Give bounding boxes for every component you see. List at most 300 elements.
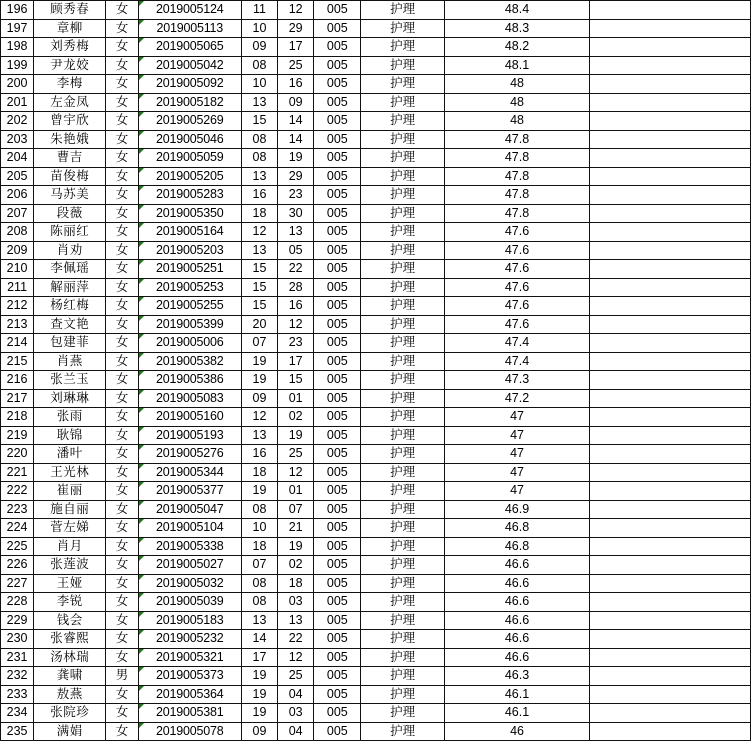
cell-id_number: 2019005321 — [138, 648, 241, 667]
table-row — [1, 130, 751, 149]
cell-a: 13 — [241, 426, 277, 445]
cell-a: 15 — [241, 260, 277, 279]
cell-c: 005 — [314, 667, 361, 686]
cell-sex: 女 — [106, 500, 138, 519]
cell-c: 005 — [314, 630, 361, 649]
cell-id_number: 2019005006 — [138, 334, 241, 353]
cell-id_number: 2019005047 — [138, 500, 241, 519]
cell-index: 212 — [1, 297, 34, 316]
cell-index: 231 — [1, 648, 34, 667]
cell-name: 段薇 — [34, 204, 106, 223]
cell-c: 005 — [314, 334, 361, 353]
cell-a: 09 — [241, 722, 277, 741]
cell-department: 护理 — [361, 19, 444, 38]
cell-blank — [590, 297, 751, 316]
cell-index: 225 — [1, 537, 34, 556]
cell-sex: 女 — [106, 593, 138, 612]
cell-score: 46.6 — [444, 574, 590, 593]
cell-b: 25 — [278, 667, 314, 686]
cell-score: 47.8 — [444, 204, 590, 223]
cell-index: 197 — [1, 19, 34, 38]
cell-department: 护理 — [361, 260, 444, 279]
cell-b: 07 — [278, 500, 314, 519]
table-row — [1, 519, 751, 538]
cell-c: 005 — [314, 722, 361, 741]
cell-c: 005 — [314, 704, 361, 723]
cell-department: 护理 — [361, 722, 444, 741]
cell-sex: 女 — [106, 482, 138, 501]
cell-id_number: 2019005078 — [138, 722, 241, 741]
cell-score: 47.6 — [444, 297, 590, 316]
cell-sex: 女 — [106, 352, 138, 371]
cell-b: 14 — [278, 112, 314, 131]
cell-name: 李梅 — [34, 75, 106, 94]
table-row — [1, 537, 751, 556]
cell-name: 菅左娣 — [34, 519, 106, 538]
cell-sex: 女 — [106, 204, 138, 223]
cell-blank — [590, 1, 751, 20]
cell-department: 护理 — [361, 149, 444, 168]
cell-sex: 女 — [106, 722, 138, 741]
cell-name: 曹吉 — [34, 149, 106, 168]
cell-name: 崔丽 — [34, 482, 106, 501]
cell-sex: 女 — [106, 260, 138, 279]
cell-a: 12 — [241, 223, 277, 242]
cell-id_number: 2019005182 — [138, 93, 241, 112]
cell-b: 02 — [278, 408, 314, 427]
table-row — [1, 38, 751, 57]
cell-sex: 女 — [106, 556, 138, 575]
table-row — [1, 593, 751, 612]
table-row — [1, 574, 751, 593]
cell-a: 19 — [241, 371, 277, 390]
cell-index: 207 — [1, 204, 34, 223]
cell-name: 陈丽红 — [34, 223, 106, 242]
cell-c: 005 — [314, 1, 361, 20]
cell-index: 235 — [1, 722, 34, 741]
cell-score: 47.6 — [444, 241, 590, 260]
table-row — [1, 278, 751, 297]
cell-blank — [590, 426, 751, 445]
cell-department: 护理 — [361, 223, 444, 242]
cell-department: 护理 — [361, 574, 444, 593]
cell-a: 18 — [241, 204, 277, 223]
cell-sex: 女 — [106, 112, 138, 131]
cell-department: 护理 — [361, 371, 444, 390]
cell-department: 护理 — [361, 630, 444, 649]
cell-c: 005 — [314, 38, 361, 57]
cell-name: 张莲波 — [34, 556, 106, 575]
cell-department: 护理 — [361, 186, 444, 205]
cell-blank — [590, 75, 751, 94]
table-row — [1, 445, 751, 464]
cell-name: 汤林瑞 — [34, 648, 106, 667]
cell-a: 15 — [241, 297, 277, 316]
cell-index: 209 — [1, 241, 34, 260]
cell-b: 22 — [278, 260, 314, 279]
cell-score: 47.4 — [444, 334, 590, 353]
cell-c: 005 — [314, 19, 361, 38]
cell-sex: 女 — [106, 445, 138, 464]
table-row — [1, 408, 751, 427]
cell-score: 47.6 — [444, 315, 590, 334]
cell-id_number: 2019005203 — [138, 241, 241, 260]
cell-b: 19 — [278, 537, 314, 556]
table-row — [1, 1, 751, 20]
cell-index: 202 — [1, 112, 34, 131]
cell-sex: 女 — [106, 130, 138, 149]
cell-department: 护理 — [361, 241, 444, 260]
cell-b: 30 — [278, 204, 314, 223]
cell-index: 221 — [1, 463, 34, 482]
cell-a: 13 — [241, 241, 277, 260]
cell-sex: 女 — [106, 426, 138, 445]
cell-score: 46.9 — [444, 500, 590, 519]
cell-id_number: 2019005232 — [138, 630, 241, 649]
cell-sex: 女 — [106, 38, 138, 57]
cell-score: 48 — [444, 93, 590, 112]
cell-index: 208 — [1, 223, 34, 242]
cell-score: 46.6 — [444, 611, 590, 630]
cell-id_number: 2019005205 — [138, 167, 241, 186]
cell-index: 201 — [1, 93, 34, 112]
cell-a: 11 — [241, 1, 277, 20]
cell-score: 46.6 — [444, 648, 590, 667]
cell-score: 48.4 — [444, 1, 590, 20]
cell-c: 005 — [314, 352, 361, 371]
cell-c: 005 — [314, 445, 361, 464]
cell-blank — [590, 463, 751, 482]
cell-score: 47 — [444, 445, 590, 464]
cell-name: 施自丽 — [34, 500, 106, 519]
cell-b: 19 — [278, 149, 314, 168]
cell-name: 尹龙姣 — [34, 56, 106, 75]
cell-b: 18 — [278, 574, 314, 593]
cell-blank — [590, 130, 751, 149]
cell-c: 005 — [314, 241, 361, 260]
cell-blank — [590, 389, 751, 408]
cell-index: 206 — [1, 186, 34, 205]
cell-a: 13 — [241, 611, 277, 630]
cell-b: 03 — [278, 704, 314, 723]
cell-score: 46 — [444, 722, 590, 741]
cell-id_number: 2019005083 — [138, 389, 241, 408]
table-row — [1, 648, 751, 667]
cell-department: 护理 — [361, 500, 444, 519]
cell-sex: 女 — [106, 611, 138, 630]
cell-blank — [590, 593, 751, 612]
cell-c: 005 — [314, 278, 361, 297]
cell-b: 16 — [278, 75, 314, 94]
cell-blank — [590, 56, 751, 75]
cell-b: 12 — [278, 1, 314, 20]
cell-name: 钱会 — [34, 611, 106, 630]
cell-id_number: 2019005276 — [138, 445, 241, 464]
table-row — [1, 667, 751, 686]
cell-id_number: 2019005344 — [138, 463, 241, 482]
table-row — [1, 371, 751, 390]
cell-name: 张睿熙 — [34, 630, 106, 649]
cell-c: 005 — [314, 315, 361, 334]
cell-name: 顾秀春 — [34, 1, 106, 20]
cell-index: 233 — [1, 685, 34, 704]
cell-id_number: 2019005104 — [138, 519, 241, 538]
cell-id_number: 2019005399 — [138, 315, 241, 334]
cell-blank — [590, 204, 751, 223]
cell-a: 10 — [241, 75, 277, 94]
cell-sex: 女 — [106, 93, 138, 112]
cell-a: 09 — [241, 38, 277, 57]
cell-blank — [590, 667, 751, 686]
cell-sex: 女 — [106, 519, 138, 538]
cell-department: 护理 — [361, 56, 444, 75]
cell-blank — [590, 574, 751, 593]
cell-c: 005 — [314, 611, 361, 630]
cell-id_number: 2019005386 — [138, 371, 241, 390]
cell-department: 护理 — [361, 112, 444, 131]
cell-b: 14 — [278, 130, 314, 149]
cell-department: 护理 — [361, 685, 444, 704]
cell-blank — [590, 278, 751, 297]
cell-a: 19 — [241, 667, 277, 686]
cell-department: 护理 — [361, 130, 444, 149]
cell-blank — [590, 112, 751, 131]
cell-name: 肖燕 — [34, 352, 106, 371]
cell-score: 47.2 — [444, 389, 590, 408]
cell-id_number: 2019005032 — [138, 574, 241, 593]
cell-id_number: 2019005338 — [138, 537, 241, 556]
cell-score: 46.8 — [444, 519, 590, 538]
cell-blank — [590, 186, 751, 205]
cell-department: 护理 — [361, 297, 444, 316]
cell-c: 005 — [314, 537, 361, 556]
cell-c: 005 — [314, 519, 361, 538]
cell-sex: 女 — [106, 371, 138, 390]
cell-name: 曾宇欣 — [34, 112, 106, 131]
cell-department: 护理 — [361, 352, 444, 371]
cell-department: 护理 — [361, 408, 444, 427]
cell-department: 护理 — [361, 445, 444, 464]
cell-id_number: 2019005039 — [138, 593, 241, 612]
cell-a: 08 — [241, 130, 277, 149]
cell-c: 005 — [314, 556, 361, 575]
results-table-body — [1, 1, 751, 741]
cell-c: 005 — [314, 389, 361, 408]
cell-score: 47 — [444, 408, 590, 427]
cell-index: 199 — [1, 56, 34, 75]
cell-score: 48.2 — [444, 38, 590, 57]
cell-department: 护理 — [361, 463, 444, 482]
cell-blank — [590, 722, 751, 741]
cell-name: 张兰玉 — [34, 371, 106, 390]
cell-id_number: 2019005381 — [138, 704, 241, 723]
cell-name: 张雨 — [34, 408, 106, 427]
cell-c: 005 — [314, 574, 361, 593]
cell-b: 29 — [278, 19, 314, 38]
cell-a: 10 — [241, 519, 277, 538]
cell-sex: 女 — [106, 167, 138, 186]
cell-c: 005 — [314, 56, 361, 75]
cell-sex: 女 — [106, 56, 138, 75]
cell-a: 08 — [241, 56, 277, 75]
cell-index: 226 — [1, 556, 34, 575]
cell-index: 223 — [1, 500, 34, 519]
cell-blank — [590, 167, 751, 186]
cell-name: 肖劝 — [34, 241, 106, 260]
cell-blank — [590, 704, 751, 723]
cell-c: 005 — [314, 75, 361, 94]
cell-score: 47.8 — [444, 167, 590, 186]
table-row — [1, 500, 751, 519]
cell-department: 护理 — [361, 334, 444, 353]
cell-department: 护理 — [361, 278, 444, 297]
cell-score: 47.4 — [444, 352, 590, 371]
cell-a: 13 — [241, 93, 277, 112]
table-row — [1, 204, 751, 223]
cell-a: 13 — [241, 167, 277, 186]
cell-b: 23 — [278, 186, 314, 205]
cell-score: 46.3 — [444, 667, 590, 686]
cell-id_number: 2019005377 — [138, 482, 241, 501]
table-row — [1, 704, 751, 723]
cell-id_number: 2019005092 — [138, 75, 241, 94]
cell-id_number: 2019005183 — [138, 611, 241, 630]
cell-a: 19 — [241, 685, 277, 704]
cell-c: 005 — [314, 167, 361, 186]
cell-sex: 女 — [106, 278, 138, 297]
cell-blank — [590, 260, 751, 279]
cell-id_number: 2019005160 — [138, 408, 241, 427]
cell-sex: 女 — [106, 537, 138, 556]
cell-score: 47.6 — [444, 223, 590, 242]
cell-name: 包建菲 — [34, 334, 106, 353]
cell-b: 17 — [278, 352, 314, 371]
cell-id_number: 2019005255 — [138, 297, 241, 316]
cell-sex: 女 — [106, 315, 138, 334]
cell-sex: 女 — [106, 297, 138, 316]
cell-a: 07 — [241, 334, 277, 353]
table-row — [1, 167, 751, 186]
cell-blank — [590, 352, 751, 371]
cell-name: 苗俊梅 — [34, 167, 106, 186]
cell-name: 解丽萍 — [34, 278, 106, 297]
cell-name: 杨红梅 — [34, 297, 106, 316]
cell-department: 护理 — [361, 537, 444, 556]
cell-index: 217 — [1, 389, 34, 408]
cell-sex: 男 — [106, 667, 138, 686]
cell-blank — [590, 648, 751, 667]
table-row — [1, 112, 751, 131]
cell-index: 218 — [1, 408, 34, 427]
cell-a: 09 — [241, 389, 277, 408]
cell-index: 220 — [1, 445, 34, 464]
table-row — [1, 482, 751, 501]
cell-score: 48 — [444, 75, 590, 94]
cell-b: 13 — [278, 223, 314, 242]
cell-sex: 女 — [106, 223, 138, 242]
cell-score: 47.8 — [444, 130, 590, 149]
cell-b: 17 — [278, 38, 314, 57]
cell-a: 14 — [241, 630, 277, 649]
cell-department: 护理 — [361, 426, 444, 445]
cell-name: 刘秀梅 — [34, 38, 106, 57]
cell-blank — [590, 149, 751, 168]
cell-sex: 女 — [106, 241, 138, 260]
cell-index: 228 — [1, 593, 34, 612]
cell-sex: 女 — [106, 75, 138, 94]
table-row — [1, 685, 751, 704]
cell-index: 229 — [1, 611, 34, 630]
table-row — [1, 93, 751, 112]
cell-c: 005 — [314, 93, 361, 112]
table-row — [1, 389, 751, 408]
cell-b: 13 — [278, 611, 314, 630]
cell-c: 005 — [314, 130, 361, 149]
cell-a: 10 — [241, 19, 277, 38]
cell-id_number: 2019005350 — [138, 204, 241, 223]
cell-id_number: 2019005059 — [138, 149, 241, 168]
cell-name: 左金凤 — [34, 93, 106, 112]
cell-name: 马苏美 — [34, 186, 106, 205]
table-row — [1, 611, 751, 630]
cell-a: 19 — [241, 704, 277, 723]
cell-score: 46.1 — [444, 704, 590, 723]
cell-b: 02 — [278, 556, 314, 575]
cell-c: 005 — [314, 223, 361, 242]
cell-department: 护理 — [361, 93, 444, 112]
cell-department: 护理 — [361, 38, 444, 57]
cell-id_number: 2019005065 — [138, 38, 241, 57]
cell-b: 21 — [278, 519, 314, 538]
cell-b: 25 — [278, 445, 314, 464]
cell-score: 47 — [444, 482, 590, 501]
cell-index: 215 — [1, 352, 34, 371]
cell-department: 护理 — [361, 648, 444, 667]
cell-sex: 女 — [106, 389, 138, 408]
cell-sex: 女 — [106, 408, 138, 427]
cell-department: 护理 — [361, 167, 444, 186]
cell-c: 005 — [314, 408, 361, 427]
cell-blank — [590, 445, 751, 464]
cell-score: 48 — [444, 112, 590, 131]
cell-index: 234 — [1, 704, 34, 723]
cell-department: 护理 — [361, 482, 444, 501]
cell-c: 005 — [314, 482, 361, 501]
cell-id_number: 2019005364 — [138, 685, 241, 704]
cell-blank — [590, 19, 751, 38]
cell-b: 01 — [278, 482, 314, 501]
cell-name: 潘叶 — [34, 445, 106, 464]
table-row — [1, 315, 751, 334]
cell-index: 214 — [1, 334, 34, 353]
cell-b: 01 — [278, 389, 314, 408]
table-row — [1, 630, 751, 649]
cell-name: 李佩瑶 — [34, 260, 106, 279]
cell-id_number: 2019005042 — [138, 56, 241, 75]
cell-index: 198 — [1, 38, 34, 57]
cell-id_number: 2019005124 — [138, 1, 241, 20]
cell-id_number: 2019005373 — [138, 667, 241, 686]
cell-a: 17 — [241, 648, 277, 667]
cell-sex: 女 — [106, 334, 138, 353]
cell-index: 205 — [1, 167, 34, 186]
table-row — [1, 556, 751, 575]
cell-index: 211 — [1, 278, 34, 297]
table-row — [1, 149, 751, 168]
cell-index: 213 — [1, 315, 34, 334]
cell-blank — [590, 241, 751, 260]
cell-a: 07 — [241, 556, 277, 575]
